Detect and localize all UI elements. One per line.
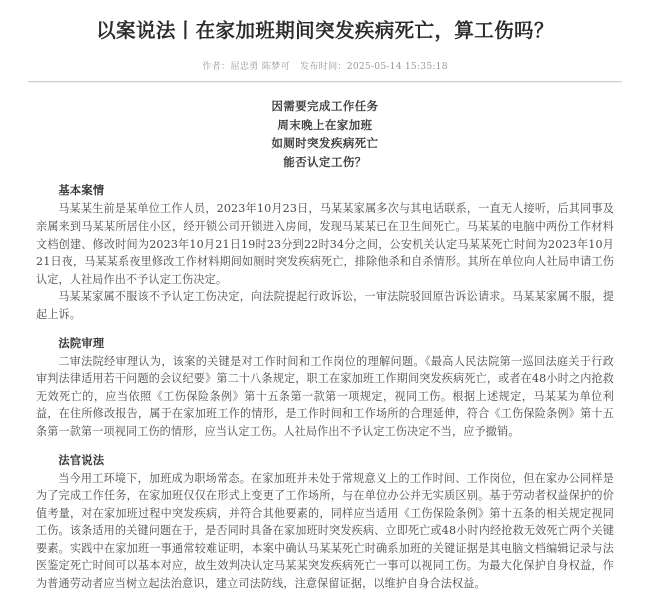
section-judge-commentary [36,452,614,593]
publish-time-label: 发布时间： [299,61,347,72]
section-heading: 基本案情 [58,183,105,198]
section-heading: 法官说法 [58,452,105,467]
section-paragraph: 马某某生前是某单位工作人员，2023年10月23日，马某某家属多次与其电话联系，一直无人接听，后其同事及亲属来到马某某所居住小区，经开锁公司开锁进入房间，发现马某某已在卫生间死亡。马某某的电脑中两份工作材料文档创建、修改时间为2023年10月21日19时23分到22时34分之间，公安机关认定马某某死亡时间为2023年10月21日夜，马某某系夜里修改工作材料期间如厕时突发疾病死亡，排除他杀和自杀情形。其所在单位向人社局申请工伤认定，人社局作出不予认定工伤决定。 [36,202,614,286]
lede-line: 因需要完成工作任务 [271,99,379,113]
section-basic-facts [36,182,614,323]
article-body [0,97,650,593]
lede-line: 周末晚上在家加班 [277,117,373,132]
section-court-hearing [36,335,614,441]
publish-time-value: 2025-05-14 15:35:18 [346,61,448,72]
author-label: 作者： [202,61,231,72]
article-header [0,0,650,72]
author-names: 屈忠勇 陈梦可 [230,61,290,72]
section-paragraph: 二审法院经审理认为，该案的关键是对工作时间和工作岗位的理解问题。《最高人民法院第一巡回法庭关于行政审判法律适用若干问题的会议纪要》第二十八条规定，职工在家加班工作期间突发疾病死亡，或者在48小时之内抢救无效死亡的，应当依照《工伤保险条例》第十五条第一款第一项规定，视同工伤。根据上述规定，马某某为单位利益，在住所修改报告，属于在家加班工作的情形，是工作时间和工作场所的合理延伸，符合《工伤保险条例》第十五条第一款第一项视同工伤的情形，应当认定工伤。人社局作出不予认定工伤决定不当，应予撤销。 [36,354,614,438]
lede-block [36,97,614,171]
section-heading: 法院审理 [58,335,105,350]
page-title: 以案说法丨在家加班期间突发疾病死亡，算工伤吗？ [96,19,554,42]
byline [28,58,622,72]
lede-line: 如厕时突发疾病死亡 [271,136,379,151]
section-paragraph: 当今用工环境下，加班成为职场常态。在家加班并未处于常规意义上的工作时间、工作岗位，但在家办公同样是为了完成工作任务，在家加班仅仅在形式上变更了工作场所，与在单位办公并无实质区别。基于劳动者权益保护的价值考量，对在家加班过程中突发疾病，并符合其他要素的，同样应当适用《工伤保险条例》第十五条的相关规定视同工伤。该条适用的关键问题在于，是否同时具备在家加班时突发疾病、立即死亡或48小时内经抢救无效死亡两个关键要素。实践中在家加班一事通常较难证明，本案中确认马某某死亡时确系加班的关键证据是其电脑文档编辑记录与法医鉴定死亡时间可以基本对应，故生效判决认定马某某突发疾病死亡一事可以视同工伤。为最大化保护自身权益，作为普通劳动者应当树立起法治意识，建立司法防线，注意保留证据，以维护自身合法权益。 [36,471,614,591]
header-divider [28,81,622,83]
section-paragraph: 马某某家属不服该不予认定工伤决定，向法院提起行政诉讼，一审法院驳回原告诉讼请求。马某某家属不服，提起上诉。 [36,290,614,321]
lede-line: 能否认定工伤？ [283,154,367,169]
